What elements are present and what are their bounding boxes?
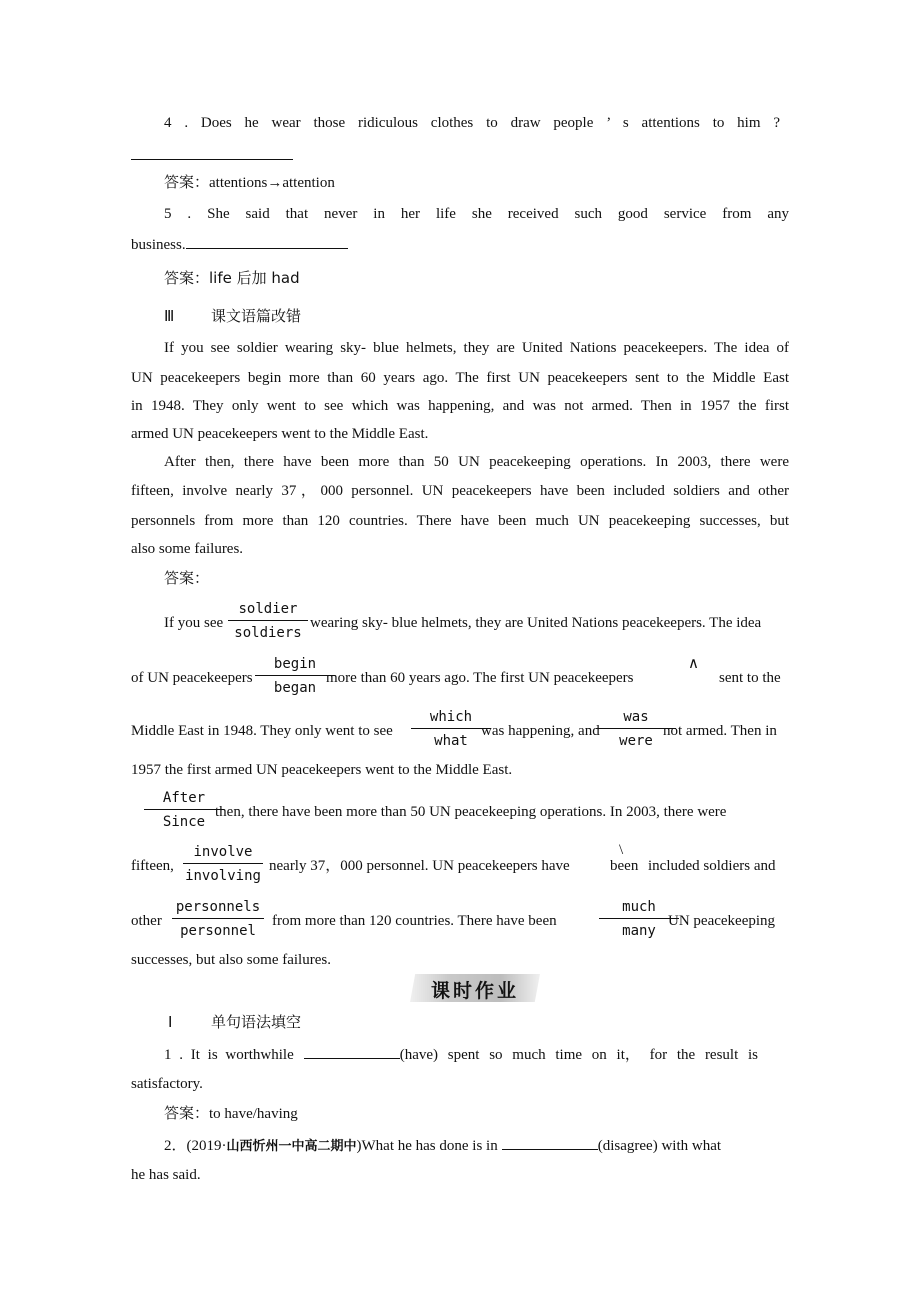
corrected-text: nearly 37，000 personnel. UN peacekeepers have [269, 858, 570, 874]
para2-line: personnels from more than 120 countries. There have been much UN peacekeeping successes, but [131, 513, 789, 529]
para1-line: If you see soldier wearing sky- blue helmets, they are United Nations peacekeepers. The idea of [164, 340, 789, 356]
para2-line: After then, there have been more than 50 UN peacekeeping operations. In 2003, there were [164, 454, 789, 470]
corrected-text: been [610, 858, 639, 874]
q4-line: 4 . Does he wear those ridiculous clothes to draw people ’ s attentions to him ? [164, 115, 780, 131]
hw-q1-answer: 答案：to have/having [164, 1104, 298, 1122]
q5-answer: 答案：life 后加 had [164, 269, 300, 287]
homework-numeral: Ⅰ [168, 1013, 173, 1031]
correction-after: After Since [144, 789, 224, 831]
corrected-text: more than 60 years ago. The first UN peacekeepers [326, 670, 634, 686]
corrected-text: was happening, and [481, 723, 600, 739]
corrected-text: UN peacekeeping [668, 913, 776, 929]
homework-banner-title: 课时作业 [430, 980, 519, 1002]
insert-mark: ∧ [688, 656, 699, 672]
corrected-text: sent to the [719, 670, 781, 686]
para1-line: in 1948. They only went to see which was happening, and was not armed. Then in 1957 the first [131, 398, 789, 414]
corrected-text: of UN peacekeepers [131, 670, 253, 686]
para2-line: also some failures. [131, 541, 244, 557]
para1-line: UN peacekeepers begin more than 60 years ago. The first UN peacekeepers sent to the Middle East [131, 370, 789, 386]
correction-was: was were [596, 708, 676, 750]
para2-line: fifteen, involve nearly 37，000 personnel. UN peacekeepers have been included soldiers and other [131, 483, 789, 499]
correction-soldier: soldier soldiers [228, 600, 308, 642]
q5-line2: business. [131, 234, 348, 255]
corrected-text: 1957 the first armed UN peacekeepers went to the Middle East. [131, 762, 513, 778]
section3-answer-label: 答案： [164, 569, 210, 587]
correction-much: much many [599, 898, 679, 940]
corrected-text: fifteen, [131, 858, 174, 874]
hw-q1-line1: 1 . It is worthwhile (have) spent so much time on it， for the result is [164, 1044, 758, 1065]
q4-answer: 答案：attentions→attention [164, 173, 335, 191]
corrected-text: If you see [164, 615, 224, 631]
corrected-text: included soldiers and [648, 858, 776, 874]
corrected-text: then, there have been more than 50 UN peacekeeping operations. In 2003, there were [215, 804, 727, 820]
hw-q2-line2: he has said. [131, 1167, 201, 1183]
corrected-text: other [131, 913, 162, 929]
correction-involve: involve involving [183, 843, 263, 885]
correction-begin: begin began [255, 655, 335, 697]
section3-numeral: Ⅲ [164, 307, 175, 325]
correction-personnels: personnels personnel [172, 898, 264, 940]
corrected-text: from more than 120 countries. There have been [272, 913, 557, 929]
homework-section-title: 单句语法填空 [211, 1013, 302, 1031]
section3-title: 课文语篇改错 [211, 307, 302, 325]
corrected-text: Middle East in 1948. They only went to see [131, 723, 393, 739]
corrected-text: wearing sky- blue helmets, they are United Nations peacekeepers. The idea [310, 615, 762, 631]
para1-line: armed UN peacekeepers went to the Middle East. [131, 426, 429, 442]
q4-blank[interactable] [131, 145, 293, 166]
correction-which: which what [411, 708, 491, 750]
corrected-text: successes, but also some failures. [131, 952, 331, 968]
q5-line1: 5 . She said that never in her life she received such good service from any [164, 206, 789, 222]
hw-q2-line1: 2．(2019·山西忻州一中高二期中)What he has done is in (disagree) with what [164, 1135, 721, 1157]
delete-mark: \ [619, 842, 624, 858]
hw-q1-line2: satisfactory. [131, 1076, 203, 1092]
corrected-text: not armed. Then in [663, 723, 777, 739]
